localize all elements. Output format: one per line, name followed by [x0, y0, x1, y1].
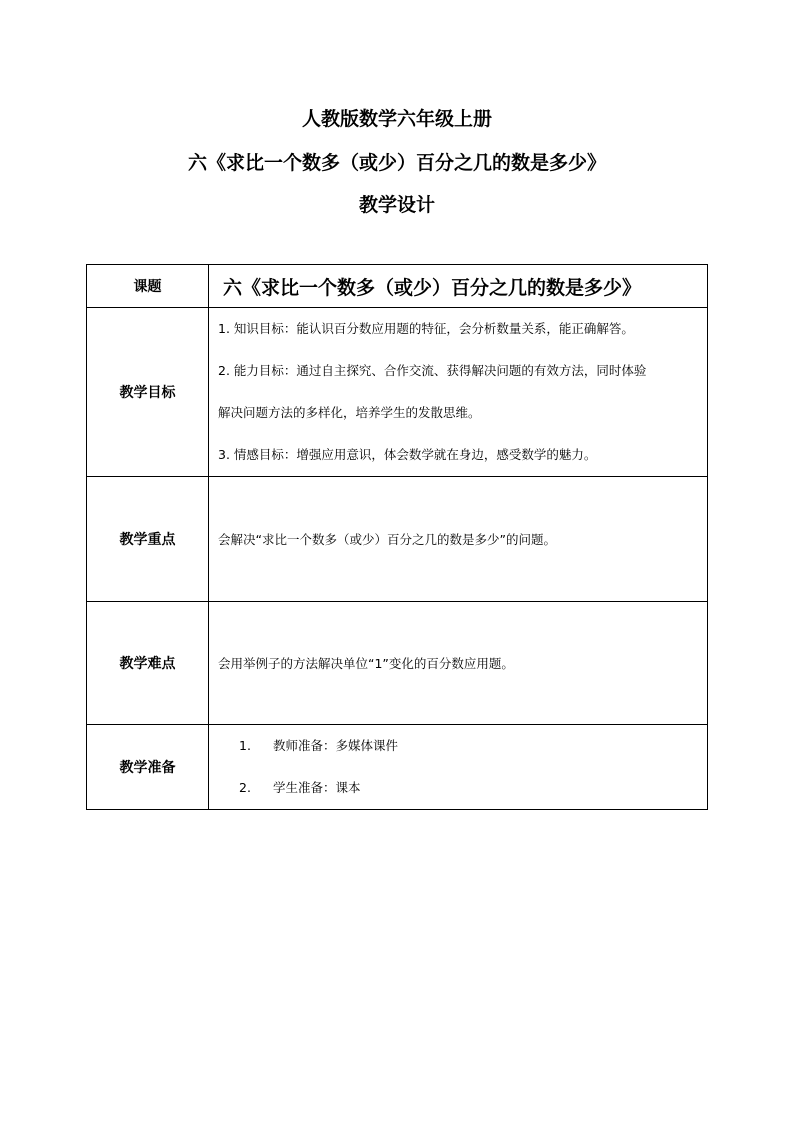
list-item-text: 学生准备：课本 [273, 780, 361, 795]
difficulties-value: 会用举例子的方法解决单位“1”变化的百分数应用题。 [209, 602, 708, 725]
list-item [209, 767, 707, 809]
lesson-plan-table [86, 264, 708, 810]
difficulties-label: 教学难点 [87, 602, 209, 725]
document-subtitle: 教学设计 [358, 194, 435, 216]
list-item-number: 1. [239, 738, 251, 753]
list-item-number: 2. [239, 780, 251, 795]
table-row-objectives [87, 308, 708, 477]
key-points-label: 教学重点 [87, 477, 209, 602]
table-row-difficulties [87, 602, 708, 725]
table-row-preparation [87, 725, 708, 810]
lesson-title: 六《求比一个数多（或少）百分之几的数是多少》 [187, 152, 606, 174]
table-row-key-points [87, 477, 708, 602]
objective-line: 3. 情感目标：增强应用意识，体会数学就在身边，感受数学的魅力。 [218, 447, 597, 462]
list-item-text: 教师准备：多媒体课件 [273, 738, 399, 753]
topic-value: 六《求比一个数多（或少）百分之几的数是多少》 [209, 265, 708, 308]
objective-line: 1. 知识目标：能认识百分数应用题的特征，会分析数量关系，能正确解答。 [218, 321, 634, 336]
list-item [209, 725, 707, 767]
preparation-cell [209, 725, 708, 810]
table-row-topic [87, 265, 708, 308]
topic-label: 课题 [87, 265, 209, 308]
objective-line: 2. 能力目标：通过自主探究、合作交流、获得解决问题的有效方法，同时体验 [218, 363, 647, 378]
document-title: 人教版数学六年级上册 [301, 108, 492, 130]
objectives-label: 教学目标 [87, 308, 209, 477]
key-points-value: 会解决“求比一个数多（或少）百分之几的数是多少”的问题。 [209, 477, 708, 602]
objectives-cell [209, 308, 708, 477]
preparation-label: 教学准备 [87, 725, 209, 810]
objective-line: 解决问题方法的多样化，培养学生的发散思维。 [218, 405, 481, 420]
